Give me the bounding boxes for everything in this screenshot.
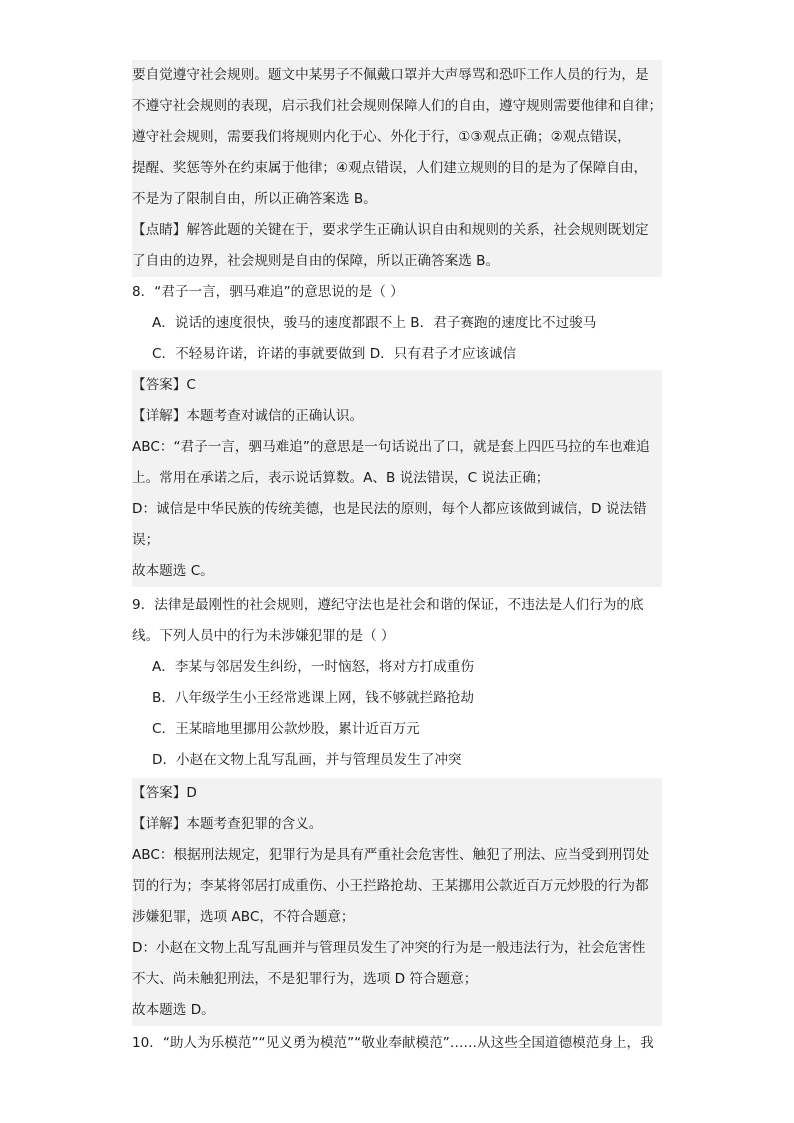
explanation-line: 不大、尚未触犯刑法，不是犯罪行为，选项 D 符合题意； xyxy=(132,964,662,995)
question-9-option-b: B．八年级学生小王经常逃课上网，钱不够就拦路抢劫 xyxy=(152,690,474,706)
question-9-option-c: C．王某暗地里挪用公款炒股，累计近百万元 xyxy=(152,721,420,737)
explanation-line: 提醒、奖惩等外在约束属于他律；④观点错误，人们建立规则的目的是为了保障自由， xyxy=(132,153,662,184)
question-9-option-a: A．李某与邻居发生纠纷，一时恼怒，将对方打成重伤 xyxy=(152,659,474,675)
explanation-line: 【详解】本题考查对诚信的正确认识。 xyxy=(132,401,662,432)
explanation-line: 误； xyxy=(132,525,662,556)
question-8-stem: 8．“君子一言，驷马难追”的意思说的是（ ） xyxy=(132,284,404,300)
question-10-stem: 10．“助人为乐模范”“见义勇为模范”“敬业奉献模范”……从这些全国道德模范身上，我 xyxy=(132,1035,654,1051)
explanation-line: D：小赵在文物上乱写乱画并与管理员发生了冲突的行为是一般违法行为，社会危害性 xyxy=(132,933,662,964)
question-9-stem: 9．法律是最刚性的社会规则，遵纪守法也是社会和谐的保证，不违法是人们行为的底 xyxy=(132,597,644,613)
explanation-line: 不是为了限制自由，所以正确答案选 B。 xyxy=(132,184,662,215)
explanation-line: 罚的行为；李某将邻居打成重伤、小王拦路抢劫、王某挪用公款近百万元炒股的行为都 xyxy=(132,871,662,902)
explanation-line: ABC：“君子一言，驷马难追”的意思是一句话说出了口，就是套上四匹马拉的车也难追 xyxy=(132,432,662,463)
explanation-line: 【详解】本题考查犯罪的含义。 xyxy=(132,809,662,840)
tip-line: 【点睛】解答此题的关键在于，要求学生正确认识自由和规则的关系，社会规则既划定 xyxy=(132,215,662,246)
explanation-line: 不遵守社会规则的表现，启示我们社会规则保障人们的自由，遵守规则需要他律和自律； xyxy=(132,91,662,122)
question-8-options-cd: C．不轻易许诺，许诺的事就要做到 D．只有君子才应该诚信 xyxy=(152,346,517,362)
conclusion-line: 故本题选 D。 xyxy=(132,995,662,1026)
explanation-line: 遵守社会规则，需要我们将规则内化于心、外化于行，①③观点正确；②观点错误， xyxy=(132,122,662,153)
explanation-line: 涉嫌犯罪，选项 ABC，不符合题意； xyxy=(132,902,662,933)
conclusion-line: 故本题选 C。 xyxy=(132,556,662,587)
explanation-line: 要自觉遵守社会规则。题文中某男子不佩戴口罩并大声辱骂和恐吓工作人员的行为，是 xyxy=(132,60,662,91)
explanation-line: ABC：根据刑法规定，犯罪行为是具有严重社会危害性、触犯了刑法、应当受到刑罚处 xyxy=(132,840,662,871)
explanation-line: D：诚信是中华民族的传统美德，也是民法的原则，每个人都应该做到诚信，D 说法错 xyxy=(132,494,662,525)
explanation-line: 上。常用在承诺之后，表示说话算数。A、B 说法错误，C 说法正确； xyxy=(132,463,662,494)
question-9-stem: 线。下列人员中的行为未涉嫌犯罪的是（ ） xyxy=(132,628,395,644)
question-8-options-ab: A．说话的速度很快，骏马的速度都跟不上 B．君子赛跑的速度比不过骏马 xyxy=(152,315,597,331)
tip-line: 了自由的边界，社会规则是自由的保障，所以正确答案选 B。 xyxy=(132,246,662,277)
answer-label: 【答案】D xyxy=(132,778,662,809)
question-9-option-d: D．小赵在文物上乱写乱画，并与管理员发生了冲突 xyxy=(152,752,462,768)
answer-label: 【答案】C xyxy=(132,370,662,401)
